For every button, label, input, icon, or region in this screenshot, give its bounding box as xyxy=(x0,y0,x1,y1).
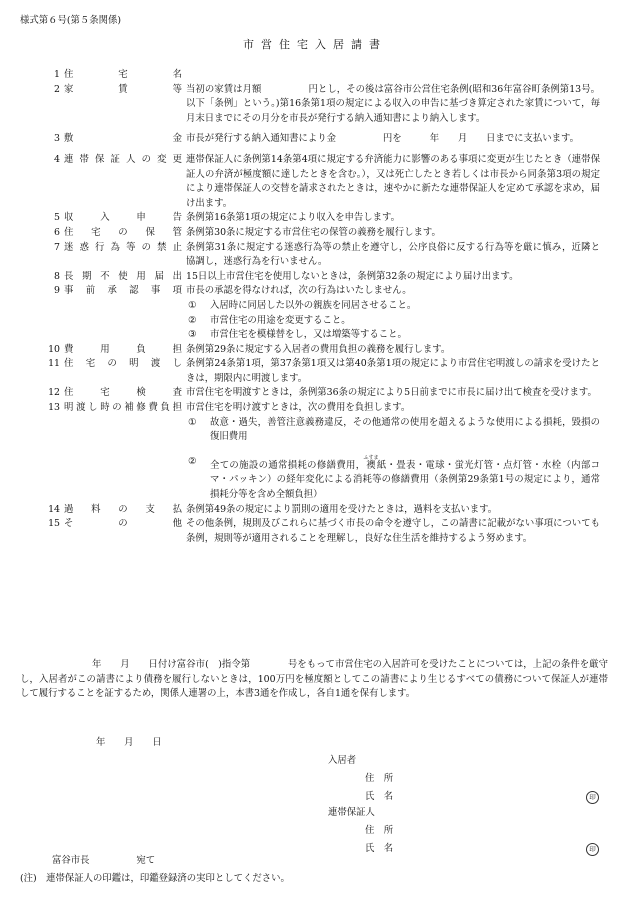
sub-item-mark: ① xyxy=(188,299,197,311)
clause-7 xyxy=(44,241,600,270)
clause-label: 家賃等 xyxy=(64,83,182,95)
clause-label: その他 xyxy=(64,518,182,530)
clause-1 xyxy=(44,68,600,83)
clause-3 xyxy=(44,132,600,147)
sub-item xyxy=(188,416,600,445)
clause-label: 連帯保証人の変更 xyxy=(64,153,182,165)
clause-body: 市長の承認を得なければ，次の行為はいたしません。 xyxy=(186,285,412,297)
tenant-name-label: 氏 名 xyxy=(365,791,394,802)
sub-item-text: 市営住宅を模様替をし，又は増築等すること。 xyxy=(210,329,407,341)
clause-label: 明渡し時の補修費負担 xyxy=(64,402,182,414)
footnote: (注) 連帯保証人の印鑑は，印鑑登録済の実印としてください。 xyxy=(20,873,290,884)
clause-2 xyxy=(44,83,600,127)
clause-label: 住宅検査 xyxy=(64,387,182,399)
clause-label: 収入申告 xyxy=(64,212,182,224)
guarantor-name-label: 氏 名 xyxy=(365,843,394,854)
sub-item-mark: ② xyxy=(188,314,197,326)
clause-label: 過料の支払 xyxy=(64,503,182,515)
tenant-heading: 入居者 xyxy=(328,755,357,766)
clause-9 xyxy=(44,284,600,342)
clause-list xyxy=(44,68,600,546)
clause-13 xyxy=(44,401,600,503)
clause-label: 長期不使用届出 xyxy=(64,270,182,282)
sub-item-mark: ③ xyxy=(188,329,197,341)
clause-label: 住宅の明渡し xyxy=(64,358,182,370)
clause-number: 7 xyxy=(54,241,60,253)
clause-number: 9 xyxy=(54,285,60,297)
clause-number: 5 xyxy=(54,212,60,224)
date-line: 年 月 日 xyxy=(96,737,162,748)
clause-label: 迷惑行為等の禁止 xyxy=(64,241,182,253)
sub-item-mark: ① xyxy=(188,416,197,428)
sub-item-text: 故意・過失，善管注意義務違反，その他通常の使用を超えるような使用による損耗，毀損の復旧費用 xyxy=(210,416,600,443)
clause-body: 条例第31条に規定する迷惑行為等の禁止を遵守し，公序良俗に反する行為等を厳に慎み，近隣と協調し，迷惑行為を行いません。 xyxy=(186,241,600,268)
clause-number: 8 xyxy=(54,270,60,282)
clause-body: 条例第24条第1項，第37条第1項又は第40条第1項の規定により市営住宅明渡しの請求を受けたときは，期限内に明渡します。 xyxy=(186,358,600,384)
clause-15 xyxy=(44,517,600,546)
guarantor-address-label: 住 所 xyxy=(365,825,394,836)
clause-body: 当初の家賃は月額 円とし，その後は富谷市公営住宅条例(昭和36年富谷町条例第13号。以下「条例」という。)第16条第1項の規定による収入の申告に基づき算定された家賃について，毎月末日までにその月分を市長が発行する納入通知書により納入します。 xyxy=(186,83,600,124)
form-number: 様式第６号(第５条関係) xyxy=(20,15,122,26)
clause-body: 市営住宅を明渡すときは，条例第36条の規定により5日前までに市長に届け出て検査を受けます。 xyxy=(186,387,597,399)
clause-5 xyxy=(44,211,600,226)
certification-text: 年 月 日付け富谷市( )指令第 号をもって市営住宅の入居許可を受けたことについては，上記の条件を厳守し，入居者がこの請書により債務を履行しないときは，100万円を極度額としてこの請書により生じるすべての債務について保証人が連帯して履行することを証するため，関係人連署の上，本書3通を作成し，各自1通を保有します。 xyxy=(20,659,608,700)
sub-item-text: 市営住宅の用途を変更すること。 xyxy=(210,314,351,326)
sub-item-text: 全ての施設の通常損耗の修繕費用，襖ふすま紙・畳表・電球・蛍光灯管・点灯管・水栓（内部コマ・パッキン）の経年変化による消耗等の修繕費用（条例第29条第1号の規定により，通常損耗分等を含め全額負担） xyxy=(210,454,600,501)
clause-body: 15日以上市営住宅を使用しないときは，条例第32条の規定により届け出ます。 xyxy=(186,270,519,282)
clause-body: 条例第16条第1項の規定により収入を申告します。 xyxy=(186,212,401,224)
sub-item xyxy=(188,455,600,503)
document-title: 市営住宅入居請書 xyxy=(243,38,387,51)
clause-number: 1 xyxy=(54,69,60,80)
clause-label: 住宅の保管 xyxy=(64,226,182,238)
clause-number: 11 xyxy=(48,358,60,370)
clause-number: 12 xyxy=(48,387,60,399)
clause-body: 市営住宅を明け渡すときは，次の費用を負担します。 xyxy=(186,402,411,414)
sub-item xyxy=(188,328,600,343)
clause-number: 2 xyxy=(54,83,60,95)
sub-item xyxy=(188,299,600,314)
guarantor-heading: 連帯保証人 xyxy=(328,807,375,818)
clause-body: 条例第29条に規定する入居者の費用負担の義務を履行します。 xyxy=(186,343,451,355)
sub-item-text: 入居時に同居した以外の親族を同居させること。 xyxy=(210,299,417,311)
clause-10 xyxy=(44,343,600,358)
clause-label: 事前承認事項 xyxy=(64,285,182,297)
certification-paragraph xyxy=(20,658,608,702)
addressee: 富谷市長 宛て xyxy=(52,855,156,866)
clause-number: 6 xyxy=(54,226,60,238)
sub-item-mark: ② xyxy=(188,455,197,467)
clause-number: 15 xyxy=(48,518,60,530)
clause-number: 10 xyxy=(48,343,60,355)
clause-number: 4 xyxy=(54,153,60,165)
clause-number: 13 xyxy=(48,402,60,414)
tenant-seal-mark: 印 xyxy=(586,791,599,804)
clause-number: 3 xyxy=(54,133,60,145)
clause-body: その他条例，規則及びこれらに基づく市長の命令を遵守し，この請書に記載がない事項についても条例，規則等が適用されることを理解し，良好な住生活を維持するよう努めます。 xyxy=(186,518,600,544)
ruby-annotation: 襖ふすま xyxy=(363,454,379,471)
sub-item xyxy=(188,314,600,329)
clause-label: 敷金 xyxy=(64,133,182,145)
clause-body: 市長が発行する納入通知書により金 円を 年 月 日までに支払います。 xyxy=(186,133,580,145)
clause-body: 条例第30条に規定する市営住宅の保管の義務を履行します。 xyxy=(186,226,441,238)
clause-body: 条例第49条の規定により罰則の適用を受けたときは，過料を支払います。 xyxy=(186,503,498,515)
clause-12 xyxy=(44,386,600,401)
clause-8 xyxy=(44,270,600,285)
clause-4 xyxy=(44,153,600,211)
tenant-address-label: 住 所 xyxy=(365,773,394,784)
clause-6 xyxy=(44,226,600,241)
clause-14 xyxy=(44,503,600,518)
clause-11 xyxy=(44,357,600,386)
clause-label: 住宅名 xyxy=(64,69,182,80)
clause-label: 費用負担 xyxy=(64,343,182,355)
clause-body: 連帯保証人に条例第14条第4項に規定する弁済能力に影響のある事項に変更が生じたとき（連帯保証人の弁済が極度額に達したときを含む。），又は死亡したとき若しくは市長から同条第3項の規定により連帯保証人の交替を請求されたときは，速やかに新たな連帯保証人を定めて承認を求め，届け出ます。 xyxy=(186,153,600,209)
clause-number: 14 xyxy=(48,503,60,515)
guarantor-seal-mark: 印 xyxy=(586,843,599,856)
